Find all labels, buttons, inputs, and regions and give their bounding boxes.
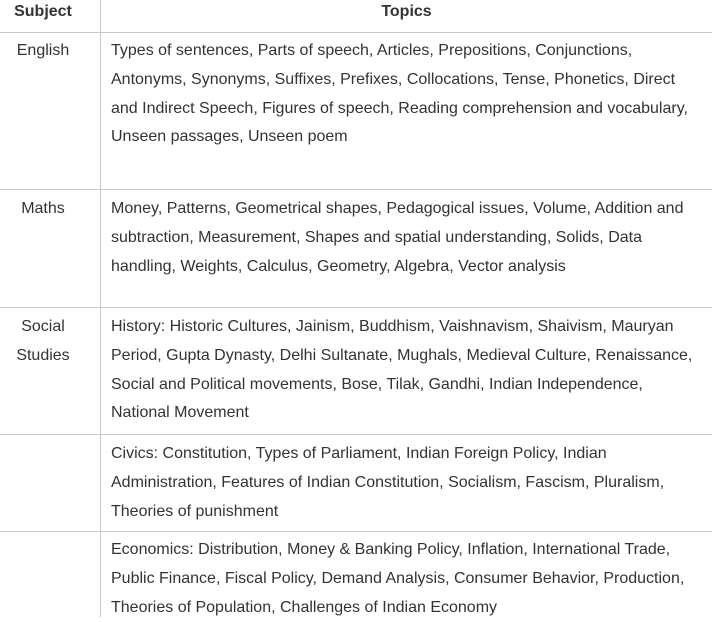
- table-row: [0, 435, 712, 532]
- topics-cell: Civics: Constitution, Types of Parliament, Indian Foreign Policy, Indian Administration, Features of Indian Constitution, Socialism, Fascism, Pluralism, Theories of punishment: [111, 445, 665, 520]
- topics-cell: Money, Patterns, Geometrical shapes, Pedagogical issues, Volume, Addition and subtraction, Measurement, Shapes and spatial understanding, Solids, Data handling, Weights, Calculus, Geometry, Algebra, Vector analysis: [111, 200, 684, 275]
- topics-cell: Economics: Distribution, Money & Banking Policy, Inflation, International Trade, Public Finance, Fiscal Policy, Demand Analysis, Consumer Behavior, Production, Theories of Population, Challenges of Indian Economy: [111, 541, 685, 616]
- header-topics: Topics: [381, 3, 432, 20]
- header-subject: Subject: [14, 3, 72, 20]
- subject-cell: Maths: [21, 200, 65, 217]
- topics-cell: Types of sentences, Parts of speech, Articles, Prepositions, Conjunctions, Antonyms, Synonyms, Suffixes, Prefixes, Collocations, Tense, Phonetics, Direct and Indirect Speech, Figures of speech, Reading comprehension and vocabulary, Unseen passages, Unseen poem: [111, 42, 688, 146]
- subject-cell: Social Studies: [16, 318, 70, 364]
- table-row: [0, 308, 712, 435]
- table-row: [0, 532, 712, 617]
- table-header-row: [0, 0, 712, 33]
- topics-cell: History: Historic Cultures, Jainism, Buddhism, Vaishnavism, Shaivism, Mauryan Period, Gupta Dynasty, Delhi Sultanate, Mughals, Medieval Culture, Renaissance, Social and Political movements, Bose, Tilak, Gandhi, Indian Independence, National Movement: [111, 318, 693, 422]
- subject-cell: English: [16, 42, 70, 59]
- table-row: [0, 190, 712, 308]
- table-row: [0, 33, 712, 190]
